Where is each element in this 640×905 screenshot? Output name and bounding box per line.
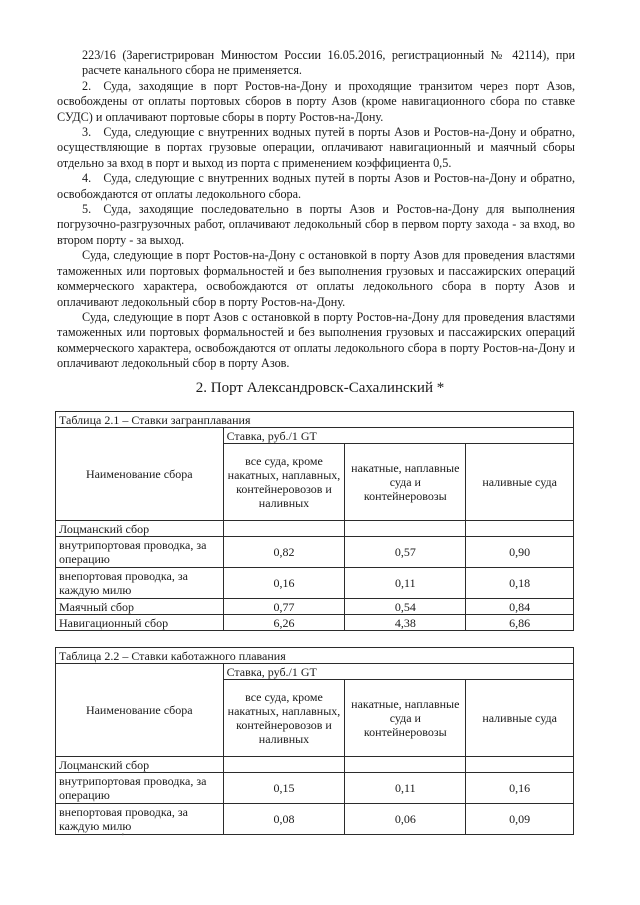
- cell-value: 6,26: [223, 615, 345, 631]
- column-header-tankers: наливные суда: [466, 444, 574, 521]
- cell-value: 0,09: [466, 804, 574, 835]
- paragraph-item-3: 3. Суда, следующие с внутренних водных путей в порты Азов и Ростов-на-Дону и обратно, осуществляющие в портах грузовые операции, оплачивают навигационный и маячный сборы отдельно за вход в порт и выход из порта с применением коэффициента 0,5.: [57, 125, 575, 170]
- cell-value: 6,86: [466, 615, 574, 631]
- row-name: внутрипортовая проводка, за операцию: [56, 537, 224, 568]
- cell-value: 0,16: [223, 568, 345, 599]
- cell-value: 0,77: [223, 599, 345, 615]
- table-row: [56, 757, 574, 773]
- cell-value: 4,38: [345, 615, 466, 631]
- paragraph-item-4: 4. Суда, следующие с внутренних водных путей в порты Азов и Ростов-на-Дону и обратно, освобождаются от оплаты ледокольного сбора.: [57, 171, 575, 201]
- cell-value: 0,18: [466, 568, 574, 599]
- column-header-general: все суда, кроме накатных, наплавных, контейнеровозов и наливных: [223, 444, 345, 521]
- rate-header: Ставка, руб./1 GT: [223, 428, 573, 444]
- table-row: [56, 804, 574, 835]
- table-foreign-voyage-rates: [55, 411, 574, 631]
- row-name: Лоцманский сбор: [56, 521, 224, 537]
- paragraph-item-2: 2. Суда, заходящие в порт Ростов-на-Дону и проходящие транзитом через порт Азов, освобождены от оплаты портовых сборов в порту Азов (кроме навигационного сбора по ставке СУДС) и оплачивают портовые сборы в порту Ростов-на-Дону.: [57, 78, 575, 124]
- table-row: [56, 599, 574, 615]
- fee-name-header: Наименование сбора: [56, 664, 224, 757]
- row-name: внутрипортовая проводка, за операцию: [56, 773, 224, 804]
- paragraph-item-5: 5. Суда, заходящие последовательно в порты Азов и Ростов-на-Дону для выполнения погрузочно-разгрузочных работ, оплачивают ледокольный сбор в первом порту захода - за вход, во втором порту - за выход.: [57, 202, 575, 247]
- row-name: внепортовая проводка, за каждую милю: [56, 804, 224, 835]
- column-header-tankers: наливные суда: [466, 680, 574, 757]
- column-header-roro: накатные, наплавные суда и контейнеровозы: [345, 444, 466, 521]
- row-name: Маячный сбор: [56, 599, 224, 615]
- cell-value: 0,11: [345, 568, 466, 599]
- table-caption: Таблица 2.2 – Ставки каботажного плавания: [56, 648, 574, 664]
- column-header-general: все суда, кроме накатных, наплавных, контейнеровозов и наливных: [223, 680, 345, 757]
- table-row: [56, 568, 574, 599]
- cell-value: 0,57: [345, 537, 466, 568]
- rate-header: Ставка, руб./1 GT: [223, 664, 573, 680]
- table-row: [56, 521, 574, 537]
- cell-value: 0,16: [466, 773, 574, 804]
- table-row: [56, 537, 574, 568]
- cell-value: [345, 757, 466, 773]
- cell-value: 0,90: [466, 537, 574, 568]
- table-coastal-voyage-rates: [55, 647, 574, 835]
- fee-name-header: Наименование сбора: [56, 428, 224, 521]
- cell-value: 0,84: [466, 599, 574, 615]
- cell-value: [223, 521, 345, 537]
- row-name: Навигационный сбор: [56, 615, 224, 631]
- cell-value: [466, 757, 574, 773]
- cell-value: 0,11: [345, 773, 466, 804]
- paragraph-continuation: 223/16 (Зарегистрирован Минюстом России 16.05.2016, регистрационный № 42114), при расчете канального сбора не применяется.: [82, 48, 575, 78]
- row-name: Лоцманский сбор: [56, 757, 224, 773]
- cell-value: 0,15: [223, 773, 345, 804]
- cell-value: 0,54: [345, 599, 466, 615]
- cell-value: 0,08: [223, 804, 345, 835]
- table-row: [56, 773, 574, 804]
- table-row: [56, 615, 574, 631]
- cell-value: [223, 757, 345, 773]
- section-title: 2. Порт Александровск-Сахалинский *: [195, 380, 445, 396]
- row-name: внепортовая проводка, за каждую милю: [56, 568, 224, 599]
- table-caption: Таблица 2.1 – Ставки загранплавания: [56, 412, 574, 428]
- paragraph-azov-stopover: Суда, следующие в порт Азов с остановкой в порту Ростов-на-Дону для проведения властями таможенных или портовых формальностей и без выполнения грузовых и пассажирских операций коммерческого характера, освобождаются от оплаты ледокольного сбора в порту Ростов-на-Дону и оплачивают ледокольный сбор в порту Азов.: [57, 309, 575, 371]
- paragraph-rostov-stopover: Суда, следующие в порт Ростов-на-Дону с остановкой в порту Азов для проведения властями таможенных или портовых формальностей и без выполнения грузовых и пассажирских операций коммерческого характера, освобождаются от оплаты ледокольного сбора в порту Азов и оплачивают ледокольный сбор в порту Ростов-на-Дону.: [57, 248, 575, 309]
- body-text: [57, 48, 575, 372]
- cell-value: [345, 521, 466, 537]
- cell-value: [466, 521, 574, 537]
- scan-speck: ': [122, 832, 124, 843]
- cell-value: 0,82: [223, 537, 345, 568]
- column-header-roro: накатные, наплавные суда и контейнеровозы: [345, 680, 466, 757]
- cell-value: 0,06: [345, 804, 466, 835]
